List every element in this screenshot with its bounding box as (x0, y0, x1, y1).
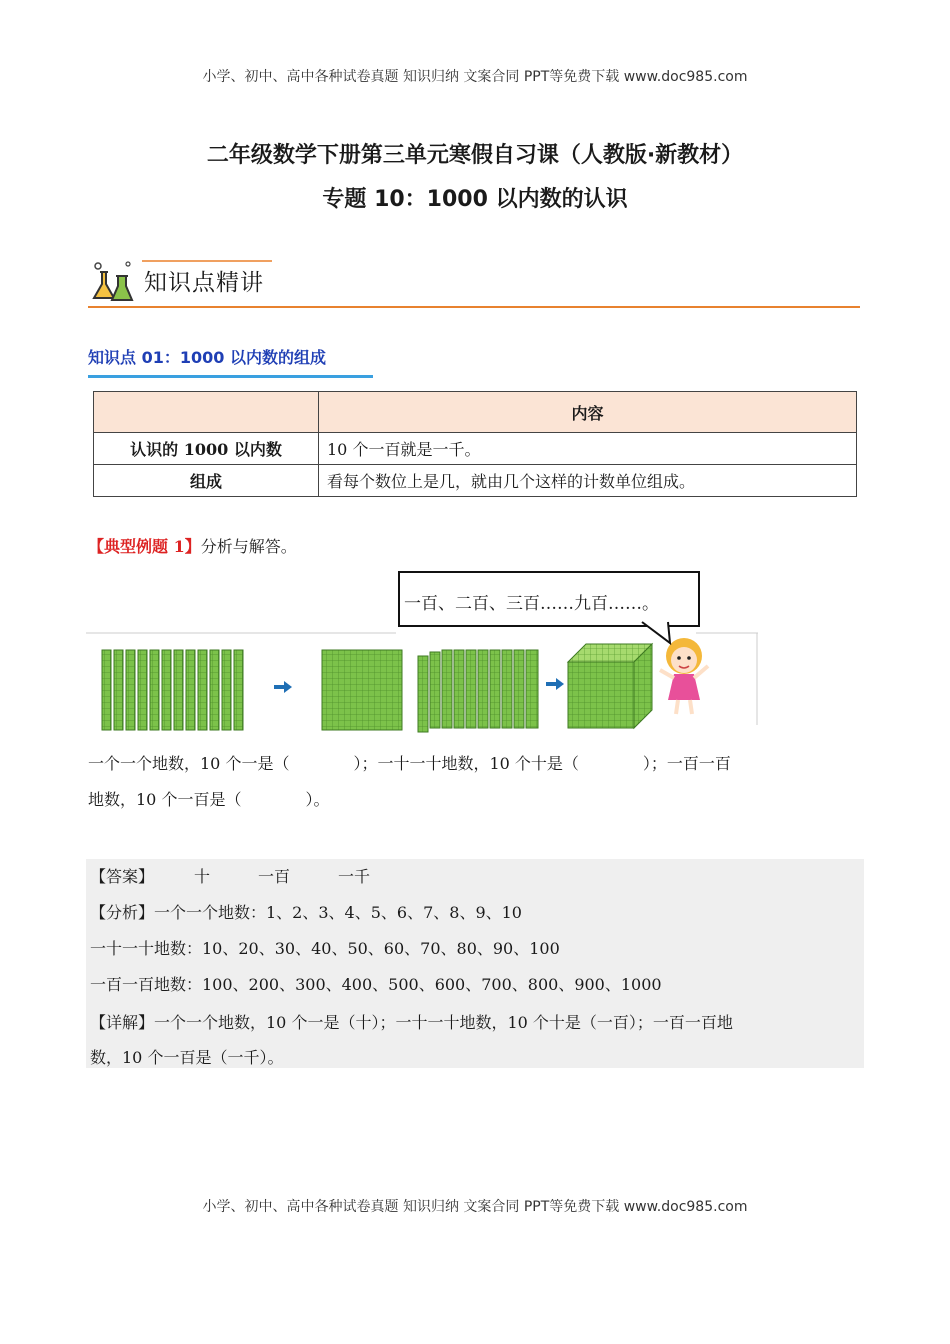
question-line-1: 一个一个地数，10 个一是（ ）；一十一十地数，10 个十是（ ）；一百一百 (88, 754, 731, 773)
page-header: 小学、初中、高中各种试卷真题 知识归纳 文案合同 PPT等免费下载 www.doc985.com (202, 69, 748, 85)
document-title: 二年级数学下册第三单元寒假自习课（人教版·新教材） (206, 143, 744, 168)
section-title: 知识点 01：1000 以内数的组成 (88, 348, 326, 367)
arrow-right-icon (546, 678, 564, 690)
document-subtitle: 专题 10：1000 以内数的认识 (322, 187, 628, 212)
table-cell: 认识的 1000 以内数 (94, 433, 319, 465)
knowledge-table (93, 391, 857, 497)
analysis-line: 【分析】一个一个地数：1、2、3、4、5、6、7、8、9、10 (90, 903, 522, 922)
table-cell: 10 个一百就是一千。 (319, 433, 857, 465)
speech-bubble-text: 一百、二百、三百……九百……。 (404, 594, 659, 614)
analysis-line: 一十一十地数：10、20、30、40、50、60、70、80、90、100 (90, 939, 560, 958)
detail-line: 数，10 个一百是（一千）。 (90, 1048, 284, 1067)
speech-bubble-tail (640, 621, 680, 645)
speech-bubble (398, 571, 700, 627)
table-cell: 组成 (94, 465, 319, 497)
table-header-cell: 内容 (319, 392, 857, 433)
banner-underline (88, 306, 860, 308)
table-header-cell (94, 392, 319, 433)
table-cell: 看每个数位上是几，就由几个这样的计数单位组成。 (319, 465, 857, 497)
table-row (94, 465, 857, 497)
page-footer: 小学、初中、高中各种试卷真题 知识归纳 文案合同 PPT等免费下载 www.doc985.com (202, 1199, 748, 1215)
lab-flask-icon (88, 258, 138, 304)
section-underline (88, 375, 373, 378)
analysis-line: 一百一百地数：100、200、300、400、500、600、700、800、900、1000 (90, 975, 662, 994)
example-tag: 【典型例题 1】 (88, 537, 201, 556)
table-header-row (94, 392, 857, 433)
ten-rods (102, 650, 243, 730)
answer-line: 【答案】 十 一百 一千 (90, 867, 371, 886)
hundred-flat (322, 650, 402, 730)
question-line-2: 地数，10 个一百是（ ）。 (88, 790, 330, 809)
answer-box (86, 859, 864, 1068)
detail-line: 【详解】一个一个地数，10 个一是（十）；一十一十地数，10 个十是（一百）；一百一百地 (90, 1013, 733, 1032)
thousand-cube (568, 644, 652, 728)
table-row (94, 433, 857, 465)
knowledge-banner (88, 258, 860, 308)
example-prompt: 分析与解答。 (200, 537, 297, 556)
girl-character (660, 638, 708, 714)
banner-label: 知识点精讲 (144, 270, 264, 296)
arrow-right-icon (274, 681, 292, 693)
hundred-flats-stack (418, 650, 538, 732)
example-title (88, 534, 297, 557)
